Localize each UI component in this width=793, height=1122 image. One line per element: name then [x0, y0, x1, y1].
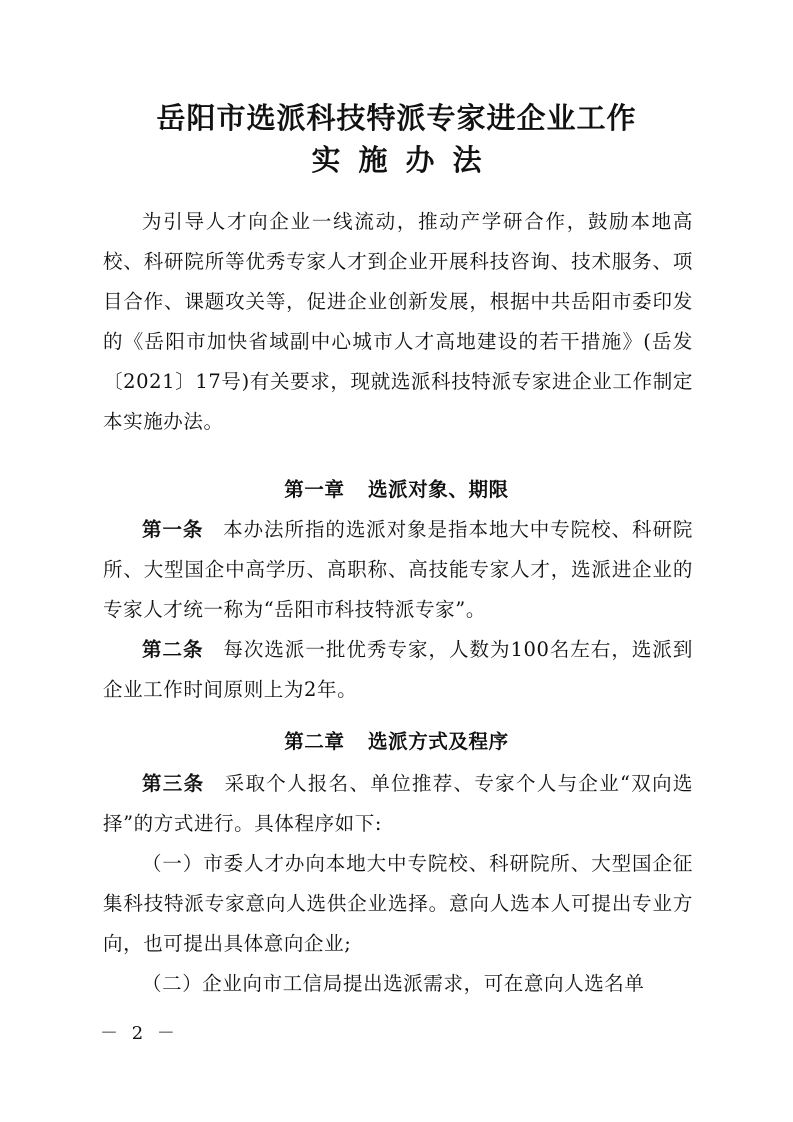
chapter2-name: 选派方式及程序 — [368, 730, 509, 753]
chapter2-number: 第二章 — [284, 730, 345, 753]
chapter2-heading — [0, 722, 793, 762]
chapter1-heading — [0, 470, 793, 510]
document-title-line2: 实施办法 — [311, 143, 500, 177]
article2-text: 每次选派一批优秀专家，人数为100名左右，选派到企业工作时间原则上为2年。 — [103, 638, 693, 701]
article1-text: 本办法所指的选派对象是指本地大中专院校、科研院所、大型国企中高学历、高职称、高技能专家人才，选派进企业的专家人才统一称为“岳阳市科技特派专家”。 — [103, 518, 693, 621]
article3-text: 采取个人报名、单位推荐、专家个人与企业“双向选择”的方式进行。具体程序如下: — [103, 772, 693, 835]
document-title-line1: 岳阳市选派科技特派专家进企业工作 — [156, 101, 637, 135]
item1-paragraph: （一）市委人才办向本地大中专院校、科研院所、大型国企征集科技特派专家意向人选供企业选择。意向人选本人可提出专业方向，也可提出具体意向企业; — [103, 852, 693, 955]
intro-paragraph: 为引导人才向企业一线流动，推动产学研合作，鼓励本地高校、科研院所等优秀专家人才到企业开展科技咨询、技术服务、项目合作、课题攻关等，促进企业创新发展，根据中共岳阳市委印发的《岳阳市加快省域副中心城市人才高地建设的若干措施》(岳发〔2021〕17号)有关要求，现就选派科技特派专家进企业工作制定本实施办法。 — [103, 210, 693, 433]
article3-paragraph — [103, 764, 693, 844]
article3-label: 第三条 — [142, 772, 205, 795]
article2-paragraph — [103, 630, 693, 710]
article1-paragraph — [103, 510, 693, 630]
item2-paragraph: （二）企业向市工信局提出选派需求，可在意向人选名单 — [142, 972, 645, 995]
page-number: － 2 － — [100, 1023, 179, 1044]
chapter1-number: 第一章 — [284, 478, 345, 501]
chapter1-name: 选派对象、期限 — [368, 478, 509, 501]
article2-label: 第二条 — [142, 638, 204, 661]
article1-label: 第一条 — [142, 518, 204, 541]
